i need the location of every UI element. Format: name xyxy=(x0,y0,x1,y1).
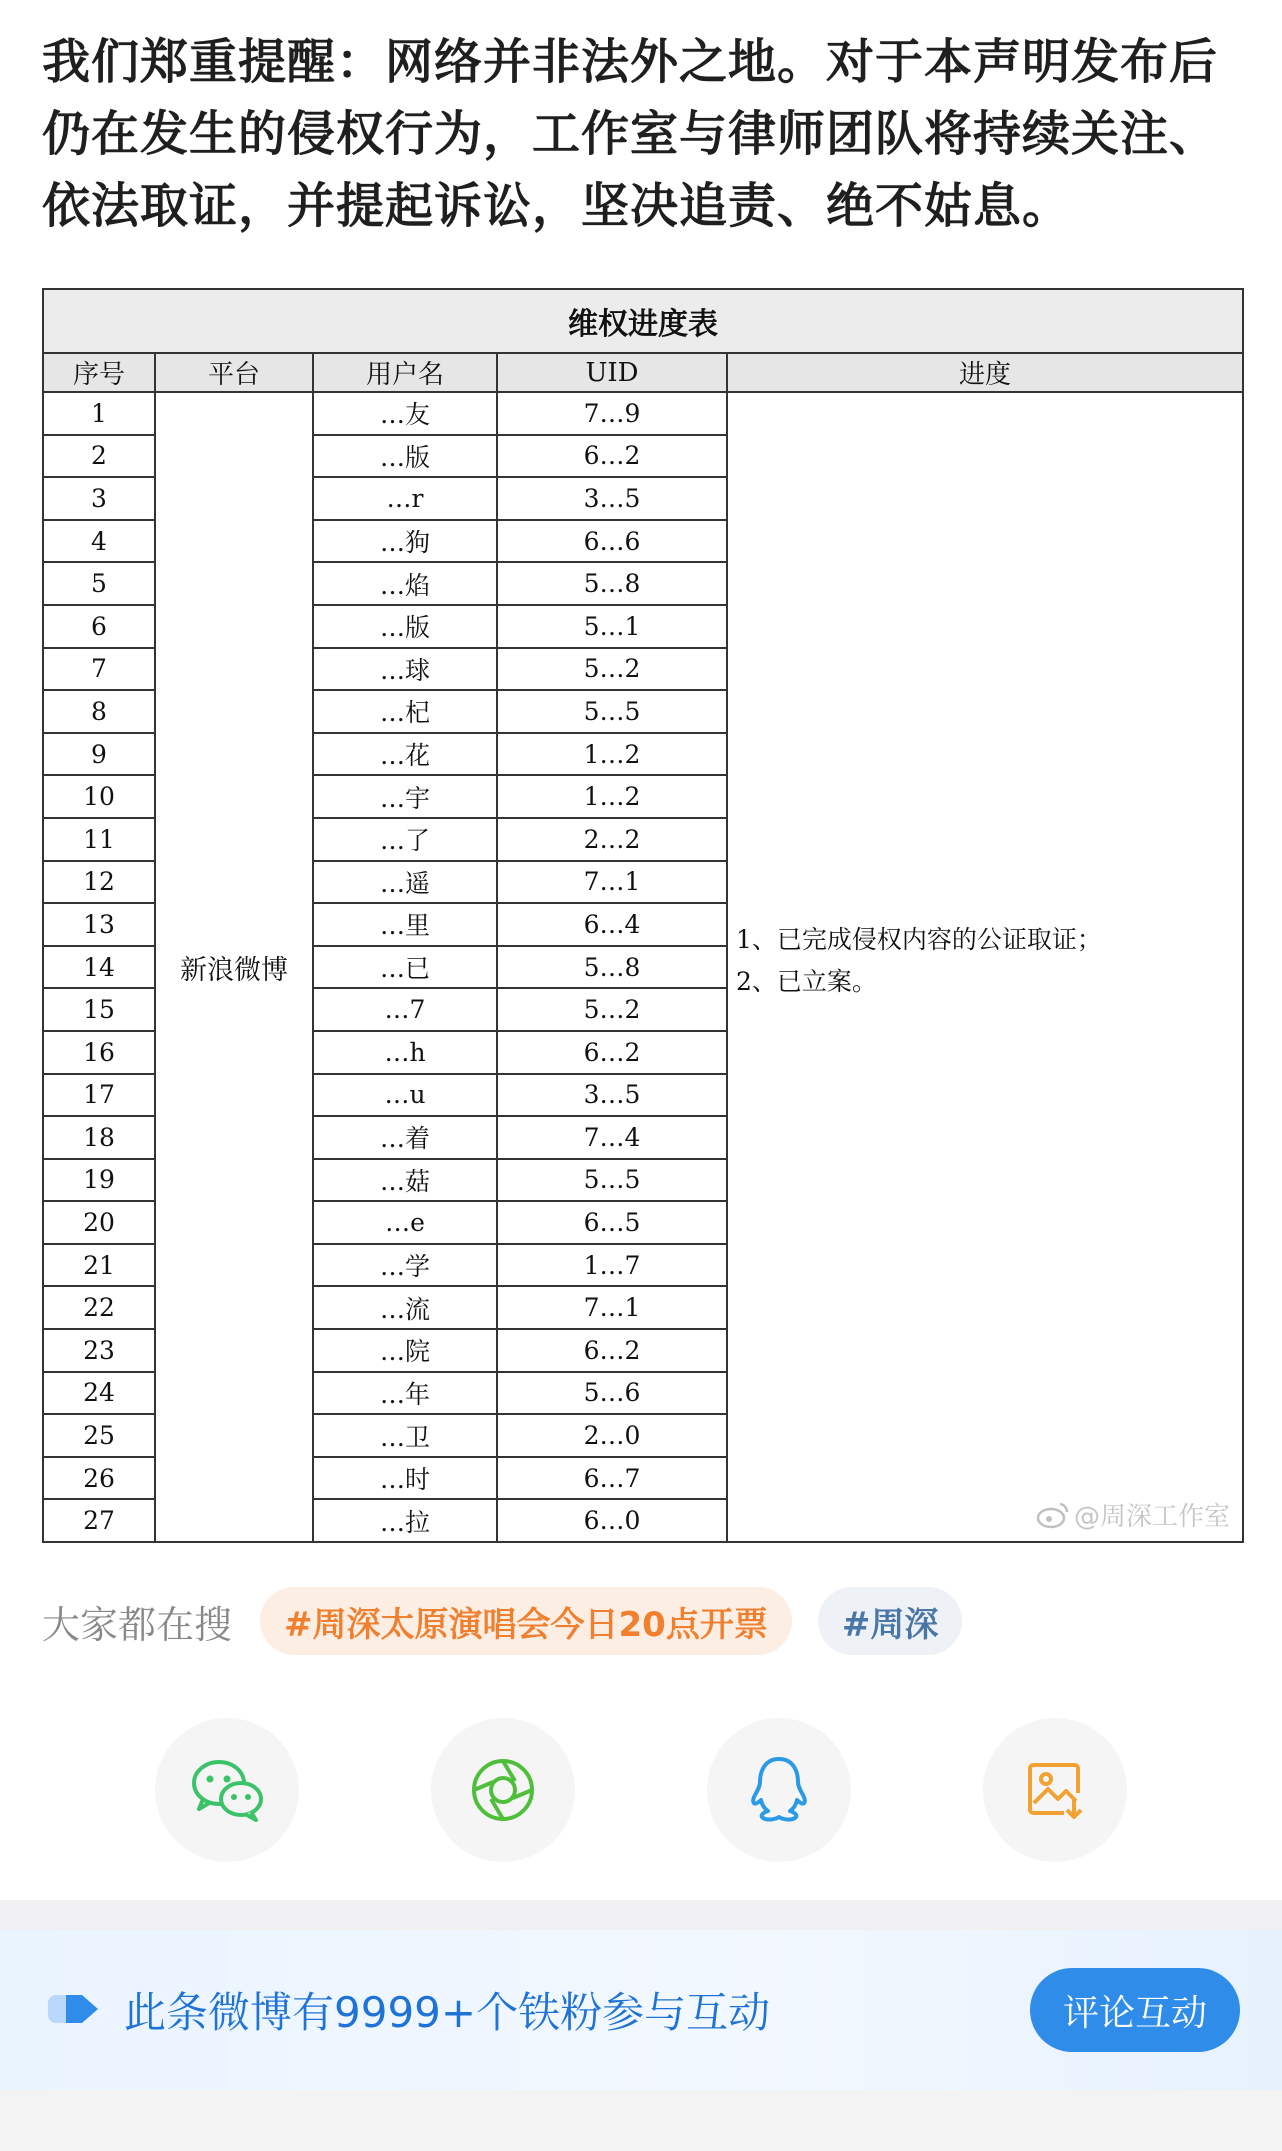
cell-uid: 1…2 xyxy=(497,733,727,776)
bottom-section xyxy=(0,2090,1282,2151)
cell-uid: 6…0 xyxy=(497,1499,727,1542)
cell-uid: 5…2 xyxy=(497,648,727,691)
share-row xyxy=(0,1718,1282,1864)
cell-no: 6 xyxy=(43,605,155,648)
cell-no: 12 xyxy=(43,861,155,904)
cell-uid: 7…1 xyxy=(497,1286,727,1329)
cell-no: 5 xyxy=(43,562,155,605)
cell-uid: 5…8 xyxy=(497,946,727,989)
cell-username: …友 xyxy=(313,392,497,435)
cell-username: …r xyxy=(313,477,497,520)
cell-uid: 2…2 xyxy=(497,818,727,861)
cell-uid: 1…2 xyxy=(497,775,727,818)
cell-no: 1 xyxy=(43,392,155,435)
cell-no: 2 xyxy=(43,435,155,478)
trending-tag-concert[interactable]: #周深太原演唱会今日20点开票 xyxy=(260,1587,792,1655)
cell-no: 21 xyxy=(43,1244,155,1287)
cell-no: 11 xyxy=(43,818,155,861)
progress-line: 1、已完成侵权内容的公证取证； xyxy=(736,925,1102,954)
cell-no: 19 xyxy=(43,1159,155,1202)
cell-uid: 5…6 xyxy=(497,1372,727,1415)
rights-progress-table-image xyxy=(42,288,1242,1543)
cell-uid: 7…1 xyxy=(497,861,727,904)
cell-uid: 6…2 xyxy=(497,435,727,478)
cell-username: …院 xyxy=(313,1329,497,1372)
cell-uid: 5…1 xyxy=(497,605,727,648)
cell-no: 18 xyxy=(43,1116,155,1159)
cell-username: …h xyxy=(313,1031,497,1074)
cell-uid: 5…5 xyxy=(497,690,727,733)
cell-uid: 5…5 xyxy=(497,1159,727,1202)
cell-username: …学 xyxy=(313,1244,497,1287)
cell-uid: 6…5 xyxy=(497,1201,727,1244)
cell-uid: 7…9 xyxy=(497,392,727,435)
cell-username: …卫 xyxy=(313,1414,497,1457)
cell-username: …版 xyxy=(313,605,497,648)
cell-username: …7 xyxy=(313,988,497,1031)
cell-username: …花 xyxy=(313,733,497,776)
cell-no: 15 xyxy=(43,988,155,1031)
cell-username: …e xyxy=(313,1201,497,1244)
cell-username: …流 xyxy=(313,1286,497,1329)
cell-uid: 6…2 xyxy=(497,1329,727,1372)
cell-username: …宇 xyxy=(313,775,497,818)
cell-no: 9 xyxy=(43,733,155,776)
cell-uid: 3…5 xyxy=(497,1074,727,1117)
cell-username: …杞 xyxy=(313,690,497,733)
cell-no: 7 xyxy=(43,648,155,691)
save-image-button[interactable] xyxy=(983,1718,1127,1862)
table-title: 维权进度表 xyxy=(43,289,1243,353)
col-header-uid: UID xyxy=(497,353,727,392)
section-divider xyxy=(0,1900,1282,1930)
share-wechat-button[interactable] xyxy=(155,1718,299,1862)
table-row xyxy=(43,392,1243,435)
cell-no: 14 xyxy=(43,946,155,989)
cell-username: …已 xyxy=(313,946,497,989)
cell-uid: 2…0 xyxy=(497,1414,727,1457)
qq-icon xyxy=(748,1755,810,1825)
col-header-no: 序号 xyxy=(43,353,155,392)
cell-uid: 1…7 xyxy=(497,1244,727,1287)
cell-username: …年 xyxy=(313,1372,497,1415)
rights-progress-table xyxy=(42,288,1244,1543)
col-header-platform: 平台 xyxy=(155,353,313,392)
cell-no: 8 xyxy=(43,690,155,733)
cell-no: 24 xyxy=(43,1372,155,1415)
cell-username: …菇 xyxy=(313,1159,497,1202)
cell-no: 25 xyxy=(43,1414,155,1457)
weibo-logo-icon xyxy=(1036,1501,1070,1529)
progress-line: 2、已立案。 xyxy=(736,967,877,996)
wechat-icon xyxy=(189,1757,265,1823)
cell-uid: 5…8 xyxy=(497,562,727,605)
cell-no: 4 xyxy=(43,520,155,563)
cell-uid: 5…2 xyxy=(497,988,727,1031)
fan-interaction-text: 此条微博有9999+个铁粉参与互动 xyxy=(124,1988,771,2037)
cell-username: …焰 xyxy=(313,562,497,605)
cell-no: 10 xyxy=(43,775,155,818)
share-moments-button[interactable] xyxy=(431,1718,575,1862)
col-header-progress: 进度 xyxy=(727,353,1243,392)
post-body-text: 我们郑重提醒：网络并非法外之地。对于本声明发布后仍在发生的侵权行为，工作室与律师团队将持续关注、依法取证，并提起诉讼，坚决追责、绝不姑息。 xyxy=(42,34,1219,234)
cell-uid: 7…4 xyxy=(497,1116,727,1159)
trending-search-bar xyxy=(42,1586,988,1656)
cell-no: 23 xyxy=(43,1329,155,1372)
cell-username: …狗 xyxy=(313,520,497,563)
weibo-watermark xyxy=(1036,1496,1230,1533)
cell-username: …球 xyxy=(313,648,497,691)
cell-no: 13 xyxy=(43,903,155,946)
cell-username: …了 xyxy=(313,818,497,861)
fan-badge-icon xyxy=(46,1989,102,2029)
cell-uid: 6…7 xyxy=(497,1457,727,1500)
cell-username: …u xyxy=(313,1074,497,1117)
cell-username: …时 xyxy=(313,1457,497,1500)
comment-interact-button[interactable]: 评论互动 xyxy=(1030,1968,1240,2052)
cell-username: …拉 xyxy=(313,1499,497,1542)
cell-no: 20 xyxy=(43,1201,155,1244)
moments-icon xyxy=(469,1756,537,1824)
cell-no: 27 xyxy=(43,1499,155,1542)
cell-username: …着 xyxy=(313,1116,497,1159)
cell-uid: 6…2 xyxy=(497,1031,727,1074)
progress-lines xyxy=(736,919,1102,1003)
cell-username: …里 xyxy=(313,903,497,946)
trending-search-label: 大家都在搜 xyxy=(42,1602,233,1647)
cell-uid: 3…5 xyxy=(497,477,727,520)
watermark-text: @周深工作室 xyxy=(1074,1502,1231,1533)
save-image-icon xyxy=(1024,1759,1086,1821)
cell-username: …版 xyxy=(313,435,497,478)
cell-uid: 6…6 xyxy=(497,520,727,563)
cell-no: 26 xyxy=(43,1457,155,1500)
cell-no: 22 xyxy=(43,1286,155,1329)
cell-progress xyxy=(727,392,1243,1542)
share-qq-button[interactable] xyxy=(707,1718,851,1862)
col-header-username: 用户名 xyxy=(313,353,497,392)
cell-no: 16 xyxy=(43,1031,155,1074)
trending-tag-zhoushen[interactable]: #周深 xyxy=(818,1587,963,1655)
cell-no: 17 xyxy=(43,1074,155,1117)
cell-platform: 新浪微博 xyxy=(155,392,313,1542)
fan-interaction-banner xyxy=(0,1930,1282,2090)
cell-uid: 6…4 xyxy=(497,903,727,946)
cell-no: 3 xyxy=(43,477,155,520)
cell-username: …遥 xyxy=(313,861,497,904)
